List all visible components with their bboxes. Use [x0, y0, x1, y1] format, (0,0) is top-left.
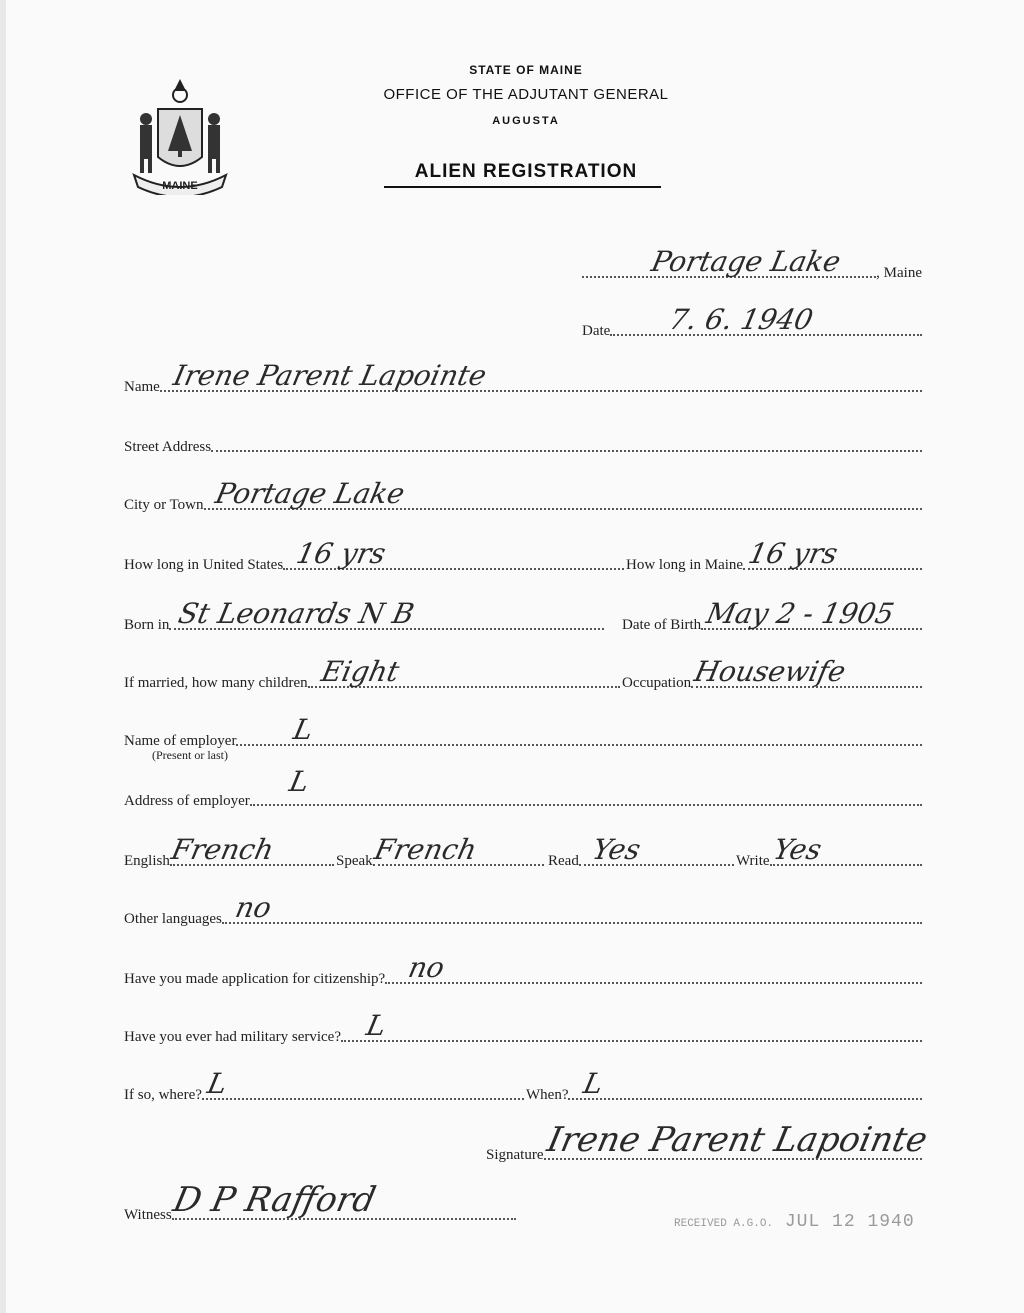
born-in-row: [124, 596, 604, 636]
title-underline: [384, 186, 661, 188]
read-label: Read: [548, 853, 579, 869]
military-label: Have you ever had military service?: [124, 1029, 341, 1045]
read-field[interactable]: [579, 833, 734, 866]
received-stamp: [674, 1212, 915, 1232]
witness-field[interactable]: [169, 1180, 516, 1220]
how-long-maine-row: [626, 536, 922, 576]
city-field[interactable]: [204, 477, 922, 510]
english-value: French: [168, 833, 277, 866]
maine-state-seal-icon: [128, 75, 232, 195]
date-field[interactable]: [610, 303, 922, 336]
name-value: Irene Parent Lapointe: [170, 359, 490, 392]
street-label: Street Address: [124, 439, 212, 455]
employer-name-label: Name of employer: [124, 733, 237, 749]
employer-name-sublabel: (Present or last): [152, 748, 228, 762]
where-field[interactable]: [202, 1067, 524, 1100]
name-row: [124, 358, 922, 398]
speak-field[interactable]: [371, 833, 544, 866]
employer-address-row: [124, 765, 922, 812]
when-value: L: [580, 1067, 607, 1100]
signature-value: Irene Parent Lapointe: [543, 1120, 931, 1160]
dob-value: May 2 - 1905: [703, 597, 898, 630]
read-value: Yes: [589, 833, 644, 866]
english-row: [124, 832, 334, 872]
speak-row: [336, 832, 544, 872]
born-in-field[interactable]: [169, 597, 604, 630]
employer-name-field[interactable]: [236, 713, 922, 746]
other-languages-field[interactable]: [222, 891, 922, 924]
when-row: [526, 1066, 922, 1106]
when-field[interactable]: [568, 1067, 922, 1100]
children-field[interactable]: [308, 655, 620, 688]
other-languages-label: Other languages: [124, 911, 222, 927]
location-label: , Maine: [876, 265, 922, 281]
citizenship-field[interactable]: [385, 951, 922, 984]
how-long-maine-value: 16 yrs: [745, 537, 841, 570]
date-row: [582, 302, 922, 342]
witness-value: D P Rafford: [169, 1180, 379, 1220]
date-label: Date: [582, 323, 611, 339]
employer-name-row: [124, 712, 922, 752]
occupation-row: [622, 654, 922, 694]
children-value: Eight: [318, 655, 402, 688]
signature-field[interactable]: [543, 1120, 931, 1160]
witness-row: [124, 1180, 516, 1226]
seal-banner-text: MAINE: [162, 180, 198, 192]
how-long-us-field[interactable]: [283, 537, 624, 570]
signature-row: [486, 1120, 931, 1166]
employer-address-label: Address of employer: [124, 793, 250, 809]
speak-label: Speak: [336, 853, 373, 869]
city-row: [124, 476, 922, 516]
dob-field[interactable]: [701, 597, 922, 630]
when-label: When?: [526, 1087, 569, 1103]
where-row: [124, 1066, 524, 1106]
where-label: If so, where?: [124, 1087, 202, 1103]
military-row: [124, 1008, 922, 1048]
name-field[interactable]: [160, 359, 922, 392]
name-label: Name: [124, 379, 160, 395]
citizenship-label: Have you made application for citizenship?: [124, 971, 386, 987]
employer-address-value: L: [286, 765, 312, 798]
other-languages-value: no: [232, 891, 275, 924]
other-languages-row: [124, 890, 922, 930]
dob-label: Date of Birth: [622, 617, 702, 633]
speak-value: French: [371, 833, 480, 866]
how-long-us-value: 16 yrs: [293, 537, 389, 570]
military-value: L: [363, 1009, 390, 1042]
born-in-label: Born in: [124, 617, 170, 633]
occupation-field[interactable]: [691, 655, 922, 688]
header-state: STATE OF MAINE: [469, 63, 583, 77]
employer-address-field[interactable]: [250, 765, 922, 806]
city-value: Portage Lake: [212, 477, 408, 510]
header-city: AUGUSTA: [492, 115, 560, 127]
form-title: ALIEN REGISTRATION: [414, 161, 638, 182]
location-field[interactable]: [582, 245, 876, 278]
city-label: City or Town: [124, 497, 204, 513]
street-field[interactable]: [211, 450, 922, 452]
date-value: 7. 6. 1940: [666, 303, 817, 336]
occupation-value: Housewife: [691, 655, 849, 688]
born-in-value: St Leonards N B: [175, 597, 418, 630]
header-office: OFFICE OF THE ADJUTANT GENERAL: [383, 86, 669, 103]
occupation-label: Occupation: [622, 675, 692, 691]
write-value: Yes: [770, 833, 825, 866]
military-field[interactable]: [341, 1009, 922, 1042]
how-long-us-row: [124, 536, 624, 576]
citizenship-value: no: [405, 951, 448, 984]
employer-name-value: L: [290, 713, 317, 746]
dob-row: [622, 596, 922, 636]
how-long-maine-label: How long in Maine: [626, 557, 744, 573]
children-label: If married, how many children: [124, 675, 308, 691]
where-value: L: [204, 1067, 230, 1100]
witness-label: Witness: [124, 1207, 172, 1223]
children-row: [124, 654, 620, 694]
english-label: English: [124, 853, 170, 869]
citizenship-row: [124, 950, 922, 990]
write-row: [736, 832, 922, 872]
stamp-prefix: RECEIVED A.G.O.: [674, 1218, 774, 1230]
how-long-us-label: How long in United States: [124, 557, 284, 573]
location-row: [582, 244, 922, 284]
street-row: [124, 418, 922, 458]
stamp-date: JUL 12 1940: [784, 1212, 915, 1232]
write-field[interactable]: [770, 833, 922, 866]
signature-label: Signature: [486, 1147, 544, 1163]
read-row: [548, 832, 734, 872]
write-label: Write: [736, 853, 770, 869]
location-value: Portage Lake: [648, 245, 844, 278]
how-long-maine-field[interactable]: [743, 537, 922, 570]
english-field[interactable]: [168, 833, 334, 866]
